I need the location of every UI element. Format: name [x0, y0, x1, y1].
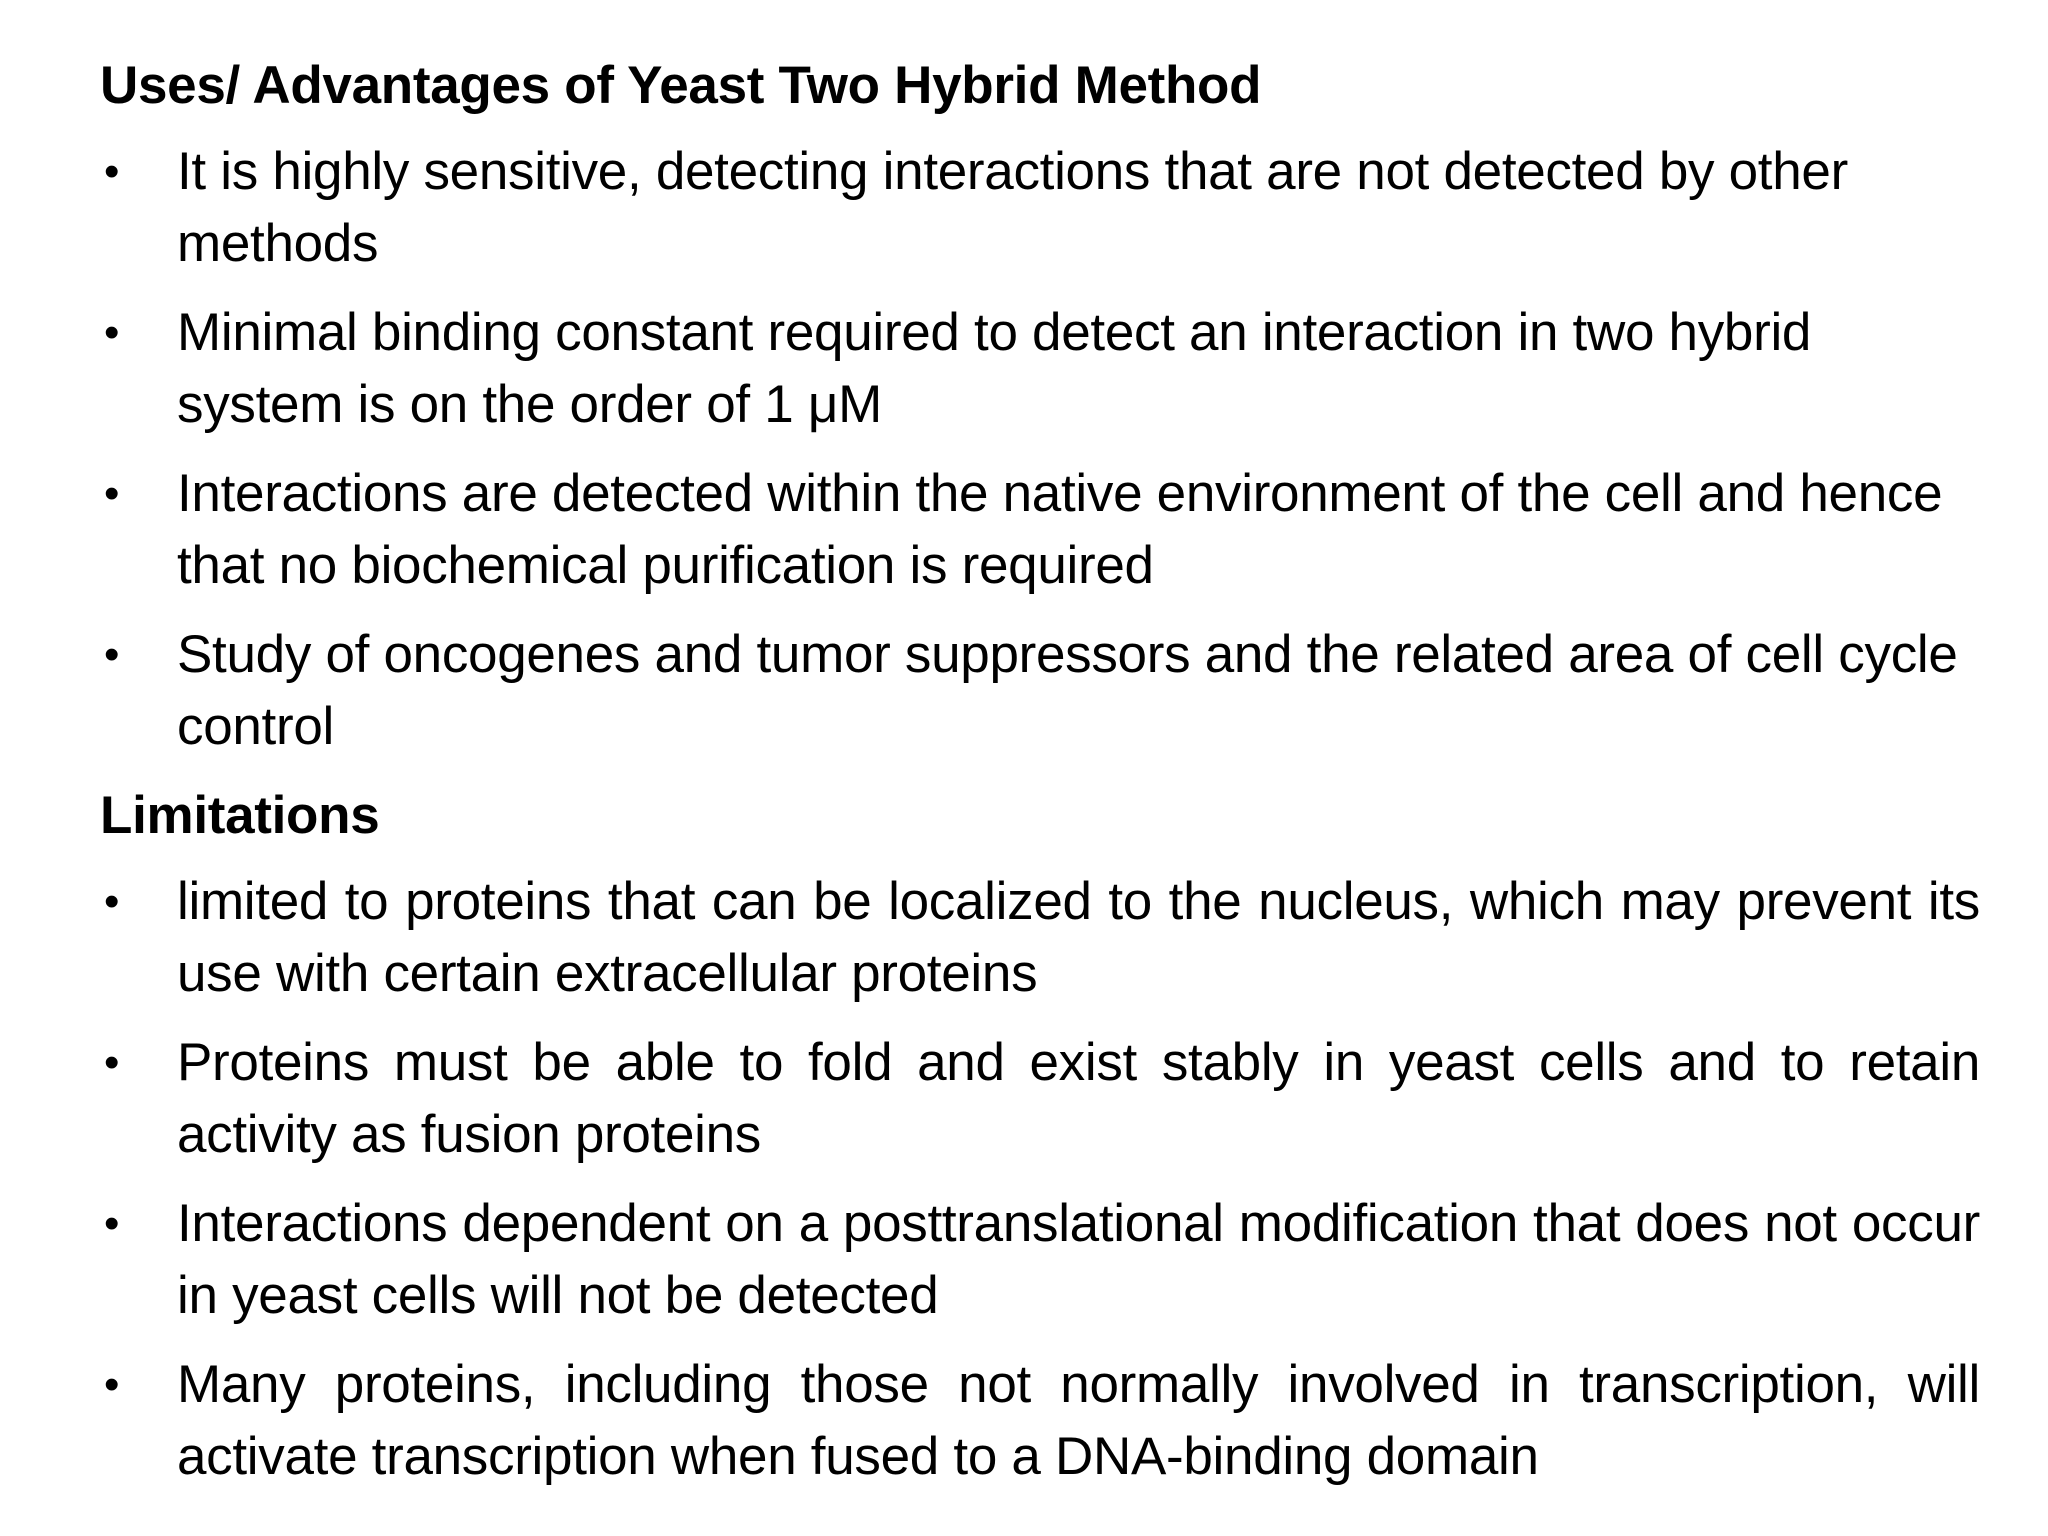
list-item-text: Interactions are detected within the native environment of the cell and hence that no biochemical purification is required — [177, 464, 1943, 595]
bullet-icon: • — [104, 630, 120, 679]
list-item — [100, 866, 1980, 1010]
list-item-text: limited to proteins that can be localized to the nucleus, which may prevent its use with certain extracellular proteins — [177, 872, 1980, 1003]
bullet-icon: • — [104, 1199, 120, 1248]
list-item — [100, 1188, 1980, 1332]
bullet-icon: • — [104, 877, 120, 926]
limitations-list — [100, 866, 1980, 1493]
advantages-list — [100, 136, 1980, 763]
list-item-text: It is highly sensitive, detecting interactions that are not detected by other methods — [177, 142, 1848, 273]
list-item — [100, 619, 1980, 763]
bullet-icon: • — [104, 1038, 120, 1087]
bullet-icon: • — [104, 147, 120, 196]
list-item-text: Proteins must be able to fold and exist stably in yeast cells and to retain activity as fusion proteins — [177, 1033, 1980, 1164]
slide-content — [100, 50, 1980, 1510]
bullet-icon: • — [104, 1360, 120, 1409]
list-item-text: Interactions dependent on a posttranslational modification that does not occur in yeast cells will not be detected — [177, 1194, 1980, 1325]
list-item — [100, 1349, 1980, 1493]
list-item — [100, 1027, 1980, 1171]
bullet-icon: • — [104, 469, 120, 518]
list-item-text: Minimal binding constant required to detect an interaction in two hybrid system is on the order of 1 μM — [177, 303, 1812, 434]
list-item-text: Many proteins, including those not normally involved in transcription, will activate transcription when fused to a DNA-binding domain — [177, 1355, 1980, 1486]
list-item-text: Study of oncogenes and tumor suppressors and the related area of cell cycle control — [177, 625, 1958, 756]
list-item — [100, 458, 1980, 602]
list-item — [100, 136, 1980, 280]
list-item — [100, 297, 1980, 441]
section-heading-advantages: Uses/ Advantages of Yeast Two Hybrid Method — [100, 56, 1262, 115]
section-heading-limitations: Limitations — [100, 786, 380, 845]
bullet-icon: • — [104, 308, 120, 357]
